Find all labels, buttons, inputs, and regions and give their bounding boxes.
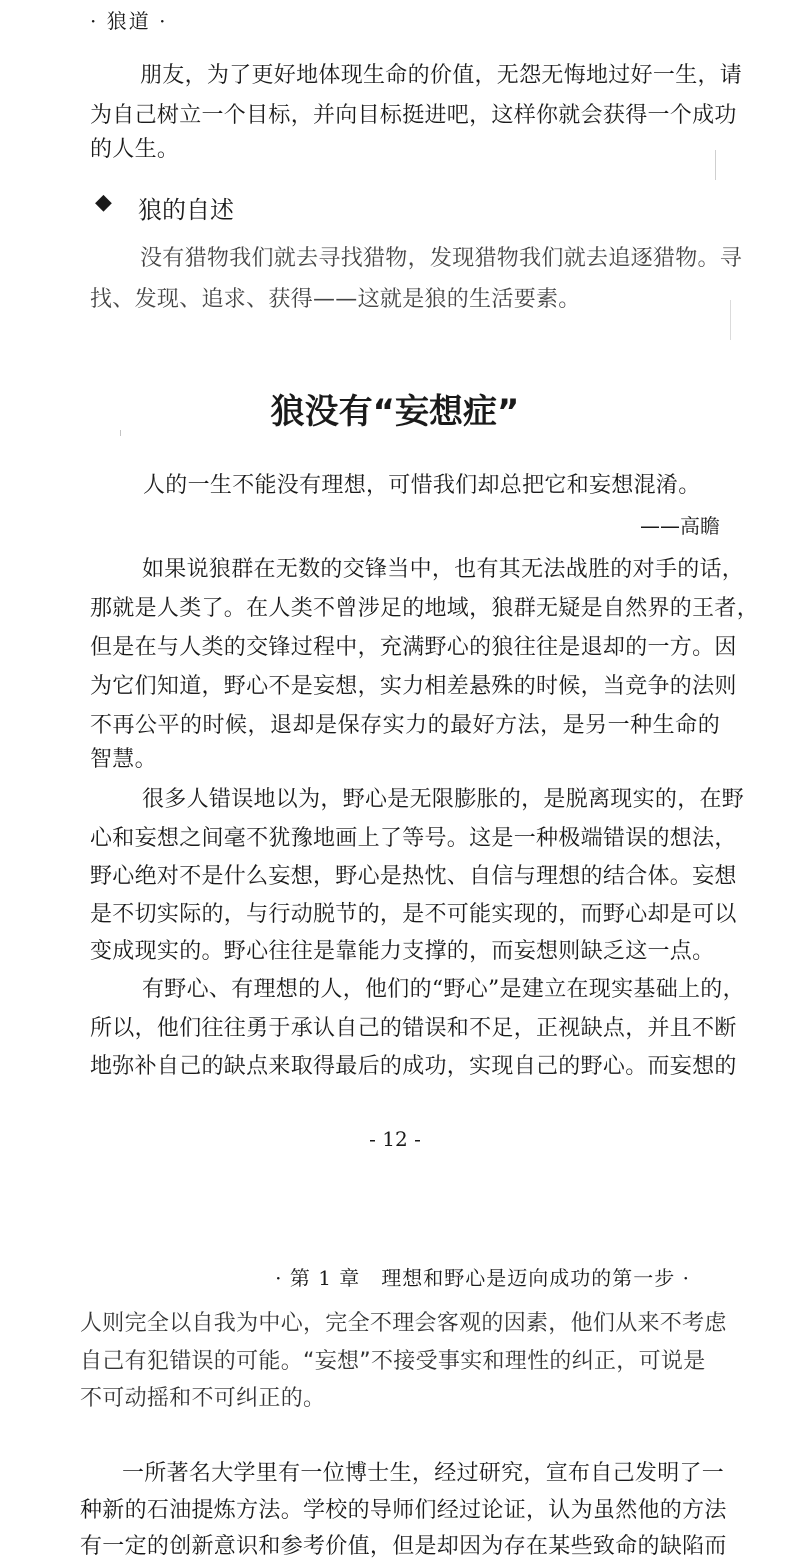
text-line: 但是在与人类的交锋过程中，充满野心的狼往往是退却的一方。因: [90, 635, 737, 660]
epigraph-quote: 人的一生不能没有理想，可惜我们却总把它和妄想混淆。: [143, 473, 701, 498]
page-number: - 12 -: [369, 1127, 421, 1151]
running-header: · 第 1 章 理想和野心是迈向成功的第一步 ·: [275, 1266, 690, 1290]
text-line: 不再公平的时候，退却是保存实力的最好方法，是另一种生命的: [90, 713, 720, 738]
text-line: 如果说狼群在无数的交锋当中，也有其无法战胜的对手的话，: [142, 557, 745, 582]
text-line: 的人生。: [90, 137, 180, 162]
text-line: 那就是人类了。在人类不曾涉足的地域，狼群无疑是自然界的王者，: [90, 596, 760, 621]
text-line: 不可动摇和不可纠正的。: [80, 1386, 326, 1411]
subsection-title: 狼的自述: [138, 196, 234, 224]
text-line: 野心绝对不是什么妄想，野心是热忱、自信与理想的结合体。妄想: [90, 864, 737, 889]
text-line: 种新的石油提炼方法。学校的导师们经过论证，认为虽然他的方法: [80, 1498, 727, 1523]
scan-mark: [730, 300, 731, 340]
epigraph-attribution: ——高瞻: [640, 514, 720, 538]
text-line: 很多人错误地以为，野心是无限膨胀的，是脱离现实的，在野: [142, 787, 745, 812]
text-line: 地弥补自己的缺点来取得最后的成功，实现自己的野心。而妄想的: [90, 1054, 737, 1079]
text-line: 智慧。: [90, 747, 157, 772]
text-line: 是不切实际的，与行动脱节的，是不可能实现的，而野心却是可以: [90, 902, 737, 927]
scan-mark: [715, 150, 716, 180]
text-line: 一所著名大学里有一位博士生，经过研究，宣布自己发明了一: [122, 1461, 725, 1486]
text-line: 没有猎物我们就去寻找猎物，发现猎物我们就去追逐猎物。寻: [140, 246, 743, 271]
text-line: 为它们知道，野心不是妄想，实力相差悬殊的时候，当竞争的法则: [90, 674, 737, 699]
text-line: 有一定的创新意识和参考价值，但是却因为存在某些致命的缺陷而: [80, 1534, 727, 1559]
running-header: · 狼道 ·: [90, 9, 168, 33]
text-line: 找、发现、追求、获得——这就是狼的生活要素。: [90, 287, 581, 312]
text-line: 朋友，为了更好地体现生命的价值，无怨无悔地过好一生，请: [140, 63, 743, 88]
text-line: 有野心、有理想的人，他们的“野心”是建立在现实基础上的，: [142, 977, 745, 1002]
scan-mark: [120, 430, 121, 436]
text-line: 心和妄想之间毫不犹豫地画上了等号。这是一种极端错误的想法，: [90, 826, 737, 851]
text-line: 自己有犯错误的可能。“妄想”不接受事实和理性的纠正，可说是: [80, 1349, 706, 1374]
text-line: 所以，他们往往勇于承认自己的错误和不足，正视缺点，并且不断: [90, 1016, 737, 1041]
text-line: 变成现实的。野心往往是靠能力支撑的，而妄想则缺乏这一点。: [90, 939, 715, 964]
text-line: 人则完全以自我为中心，完全不理会客观的因素，他们从来不考虑: [80, 1311, 727, 1336]
diamond-bullet-icon: ◆: [95, 190, 112, 215]
chapter-title: 狼没有“妄想症”: [270, 392, 520, 432]
text-line: 为自己树立一个目标，并向目标挺进吧，这样你就会获得一个成功: [90, 103, 737, 128]
